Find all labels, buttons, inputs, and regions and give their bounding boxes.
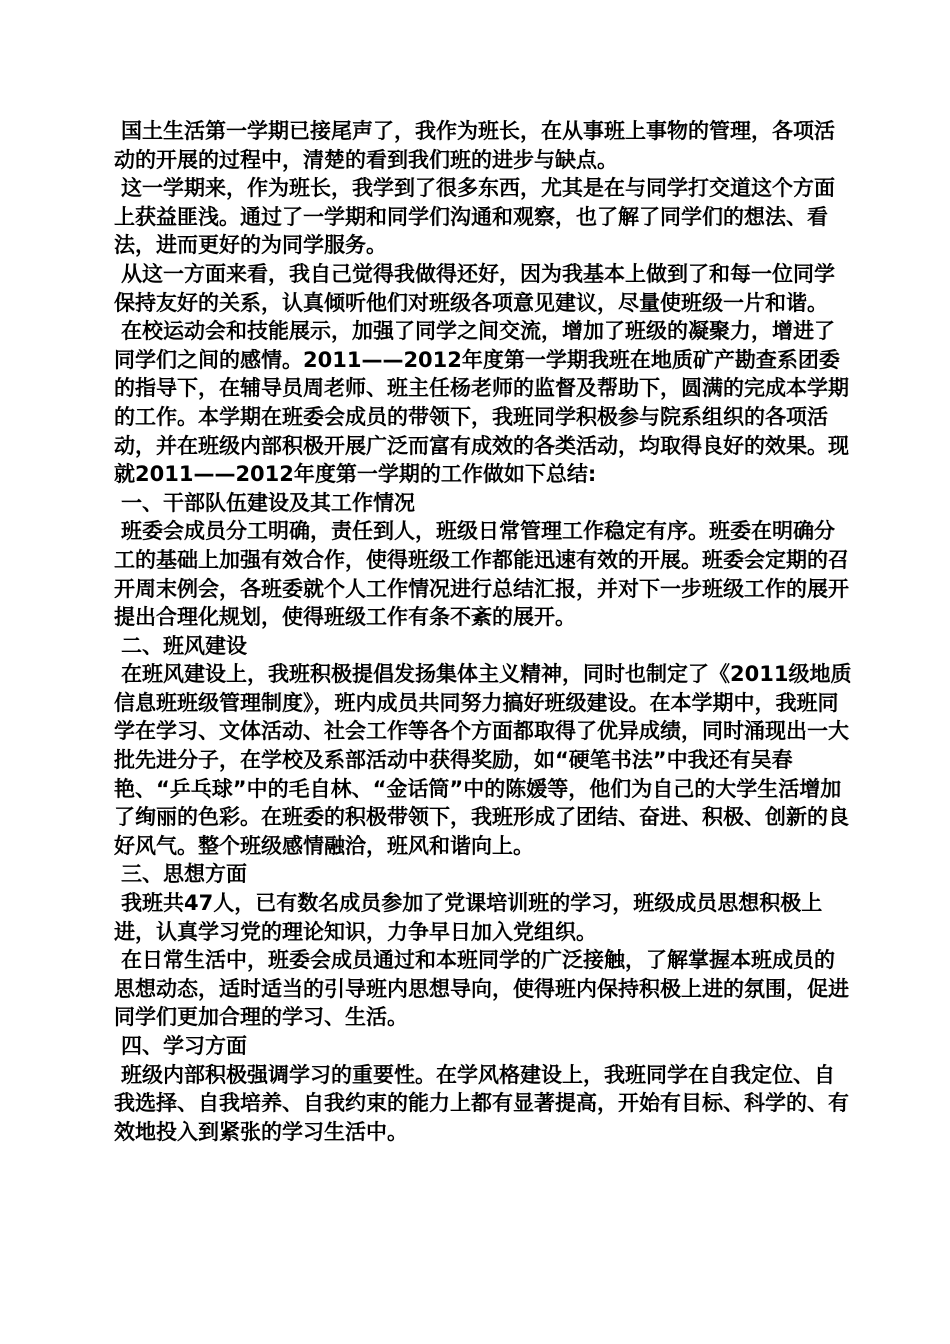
document-body	[114, 117, 854, 1146]
section-heading-study: 四、学习方面	[121, 1034, 247, 1058]
paragraph-ideology: 我班共47人，已有数名成员参加了党课培训班的学习，班级成员思想积极上进，认真学习党的理论知识，力争早日加入党组织。	[114, 891, 823, 944]
section-heading-class-style: 二、班风建设	[121, 633, 247, 658]
section-heading-cadre: 一、干部队伍建设及其工作情况	[121, 490, 415, 515]
paragraph-overview: 在校运动会和技能展示，加强了同学之间交流，增加了班级的凝聚力，增进了同学们之间的感情。2011——2012年度第一学期我班在地质矿产勘查系团委的指导下，在辅导员周老师、班主任杨老师的监督及帮助下，圆满的完成本学期的工作。本学期在班委会成员的带领下，我班同学积极参与院系组织的各项活动，并在班级内部积极开展广泛而富有成效的各类活动，均取得良好的效果。现就2011——2012年度第一学期的工作做如下总结:	[114, 319, 849, 487]
paragraph-relations: 从这一方面来看，我自己觉得我做得还好，因为我基本上做到了和每一位同学保持友好的关系，认真倾听他们对班级各项意见建议，尽量使班级一片和谐。	[114, 261, 835, 315]
paragraph-daily-life: 在日常生活中，班委会成员通过和本班同学的广泛接触，了解掌握本班成员的思想动态，适时适当的引导班内思想导向，使得班内保持积极上进的氛围，促进同学们更加合理的学习、生活。	[114, 948, 849, 1030]
paragraph-study: 班级内部积极强调学习的重要性。在学风格建设上，我班同学在自我定位、自我选择、自我培养、自我约束的能力上都有显著提高，开始有目标、科学的、有效地投入到紧张的学习生活中。	[114, 1062, 849, 1144]
paragraph-class-style: 在班风建设上，我班积极提倡发扬集体主义精神，同时也制定了《2011级地质信息班班级管理制度》，班内成员共同努力搞好班级建设。在本学期中，我班同学在学习、文体活动、社会工作等各个方面都取得了优异成绩，同时涌现出一大批先进分子，在学校及系部活动中获得奖励，如“硬笔书法”中我还有吴春艳、“乒乓球”中的毛自林、“金话筒”中的陈媛等，他们为自己的大学生活增加了绚丽的色彩。在班委的积极带领下，我班形成了团结、奋进、积极、创新的良好风气。整个班级感情融洽，班风和谐向上。	[114, 662, 852, 858]
paragraph-intro: 国土生活第一学期已接尾声了，我作为班长，在从事班上事物的管理，各项活动的开展的过程中，清楚的看到我们班的进步与缺点。	[114, 119, 835, 172]
paragraph-cadre: 班委会成员分工明确，责任到人，班级日常管理工作稳定有序。班委在明确分工的基础上加强有效合作，使得班级工作都能迅速有效的开展。班委会定期的召开周末例会，各班委就个人工作情况进行总结汇报，并对下一步班级工作的展开提出合理化规划，使得班级工作有条不紊的展开。	[114, 519, 849, 630]
paragraph-learning: 这一学期来，作为班长，我学到了很多东西，尤其是在与同学打交道这个方面上获益匪浅。通过了一学期和同学们沟通和观察，也了解了同学们的想法、看法，进而更好的为同学服务。	[114, 176, 835, 258]
section-heading-ideology: 三、思想方面	[121, 862, 247, 887]
